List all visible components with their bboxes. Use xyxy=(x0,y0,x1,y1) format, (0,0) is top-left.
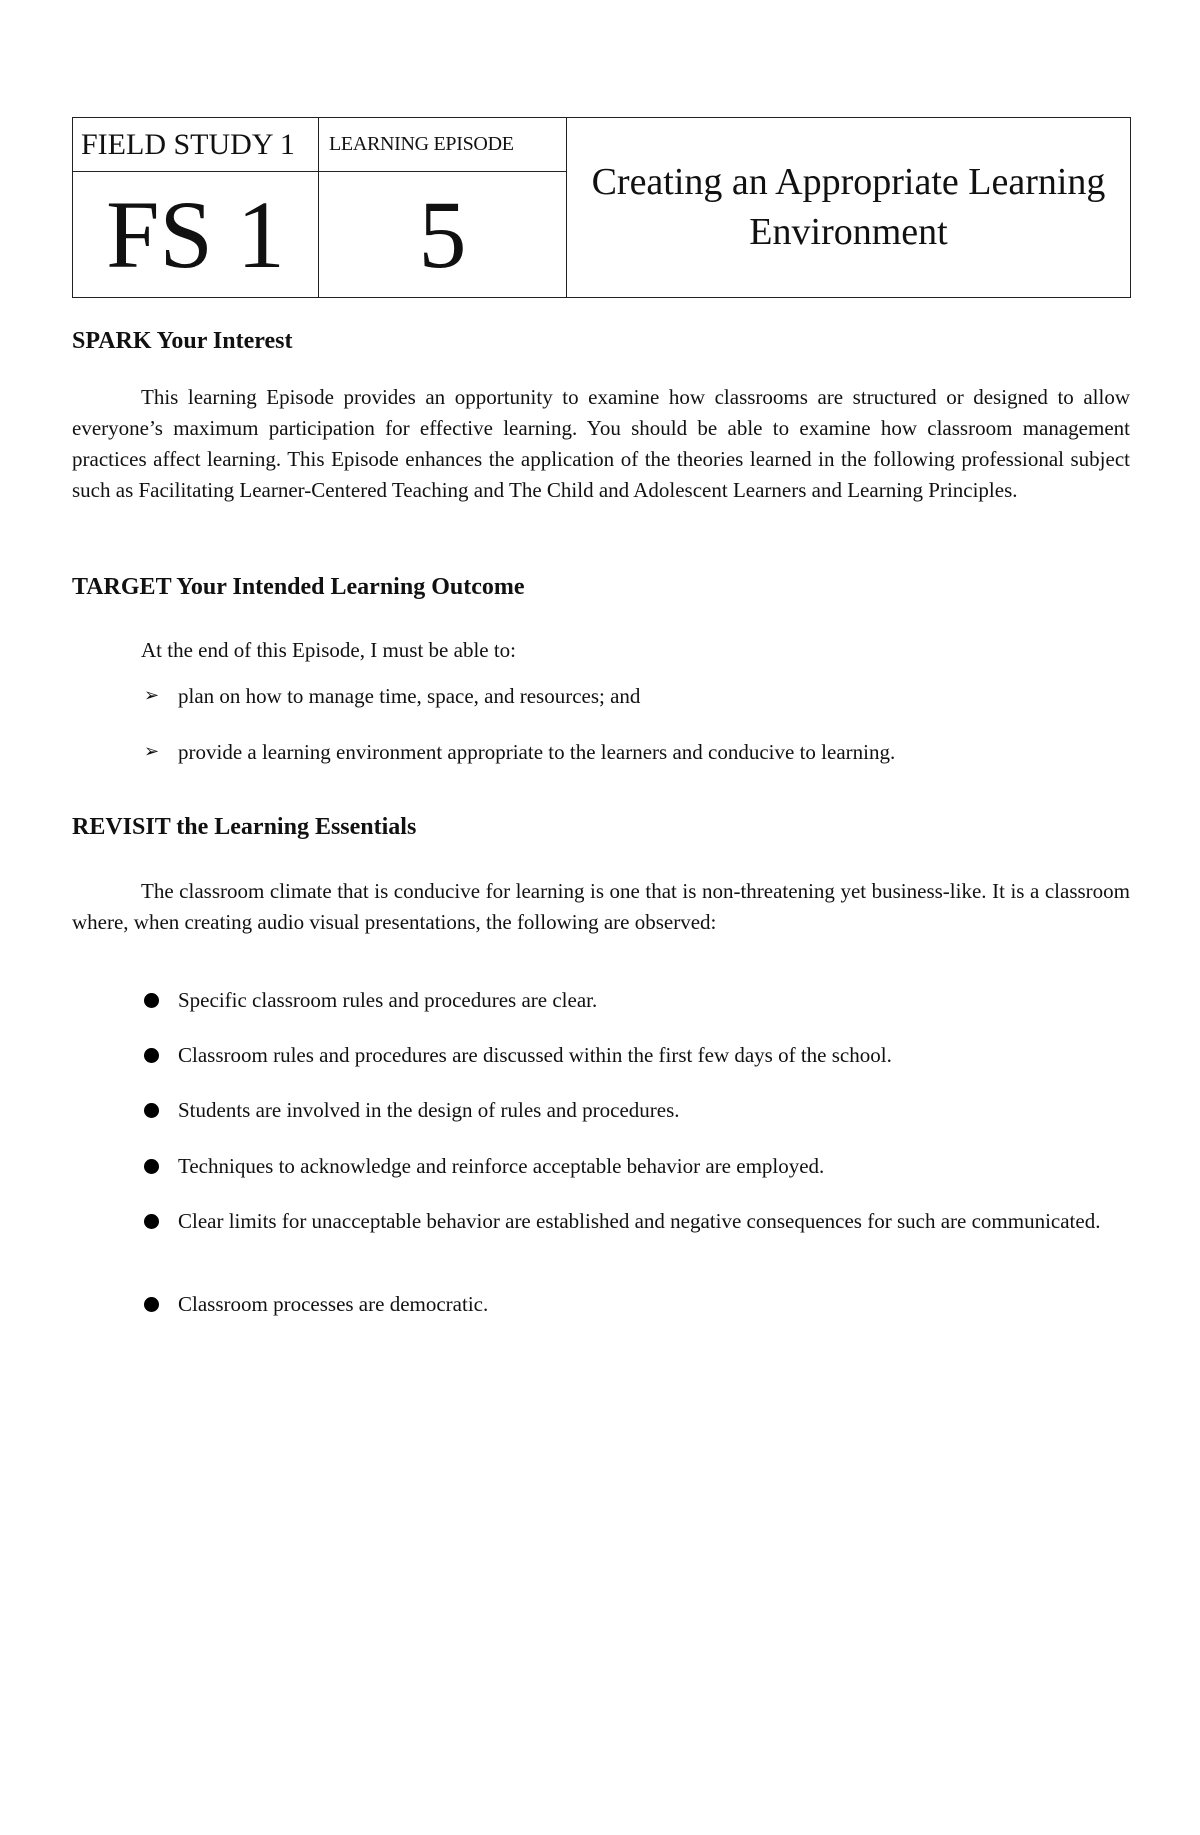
bullet-dot-icon xyxy=(144,993,159,1008)
observation-item xyxy=(178,1090,1108,1130)
bullet-dot-icon xyxy=(144,1103,159,1118)
observation-text: Students are involved in the design of rules and procedures. xyxy=(178,1098,680,1122)
observation-text: Classroom processes are democratic. xyxy=(178,1292,489,1316)
observation-text: Specific classroom rules and procedures are clear. xyxy=(178,988,598,1012)
target-heading: TARGET Your Intended Learning Outcome xyxy=(72,574,525,600)
observation-item xyxy=(178,980,1108,1020)
episode-header-table xyxy=(72,117,1131,298)
outcome-item xyxy=(144,676,1108,716)
observation-text: Techniques to acknowledge and reinforce acceptable behavior are employed. xyxy=(178,1154,825,1178)
observation-text: Clear limits for unacceptable behavior are established and negative consequences for such are communicated. xyxy=(178,1209,1101,1233)
learning-episode-label: LEARNING EPISODE xyxy=(319,118,567,172)
episode-title-line-2: Environment xyxy=(749,210,948,253)
bullet-dot-icon xyxy=(144,1214,159,1229)
observation-text: Classroom rules and procedures are discussed within the first few days of the school. xyxy=(178,1043,892,1067)
fs-code: FS 1 xyxy=(73,172,319,298)
observation-item xyxy=(178,1284,1108,1324)
field-study-label: FIELD STUDY 1 xyxy=(73,118,319,172)
arrow-bullet-icon: ➢ xyxy=(144,741,160,762)
arrow-bullet-icon: ➢ xyxy=(144,685,160,706)
episode-title xyxy=(567,118,1131,298)
episode-title-line-1: Creating an Appropriate Learning xyxy=(591,161,1106,204)
revisit-heading: REVISIT the Learning Essentials xyxy=(72,814,417,840)
bullet-dot-icon xyxy=(144,1159,159,1174)
target-intro: At the end of this Episode, I must be able to: xyxy=(141,638,517,662)
spark-heading: SPARK Your Interest xyxy=(72,328,293,354)
episode-number: 5 xyxy=(319,172,567,298)
bullet-dot-icon xyxy=(144,1297,159,1312)
bullet-dot-icon xyxy=(144,1048,159,1063)
outcome-text: plan on how to manage time, space, and resources; and xyxy=(178,684,641,708)
outcome-item xyxy=(144,732,1108,772)
observation-item xyxy=(178,1201,1108,1241)
spark-paragraph: This learning Episode provides an opportunity to examine how classrooms are structured or designed to allow everyone’s maximum participation for effective learning. You should be able to examine how classroom management practices affect learning. This Episode enhances the application of the theories learned in the following professional subject such as Facilitating Learner-Centered Teaching and The Child and Adolescent Learners and Learning Principles. xyxy=(72,385,1130,502)
observation-item xyxy=(178,1146,1108,1186)
revisit-paragraph: The classroom climate that is conducive for learning is one that is non-threatening yet business-like. It is a classroom where, when creating audio visual presentations, the following are observed: xyxy=(72,879,1130,934)
outcome-text: provide a learning environment appropriate to the learners and conducive to learning. xyxy=(178,740,896,764)
observation-item xyxy=(178,1035,1108,1075)
